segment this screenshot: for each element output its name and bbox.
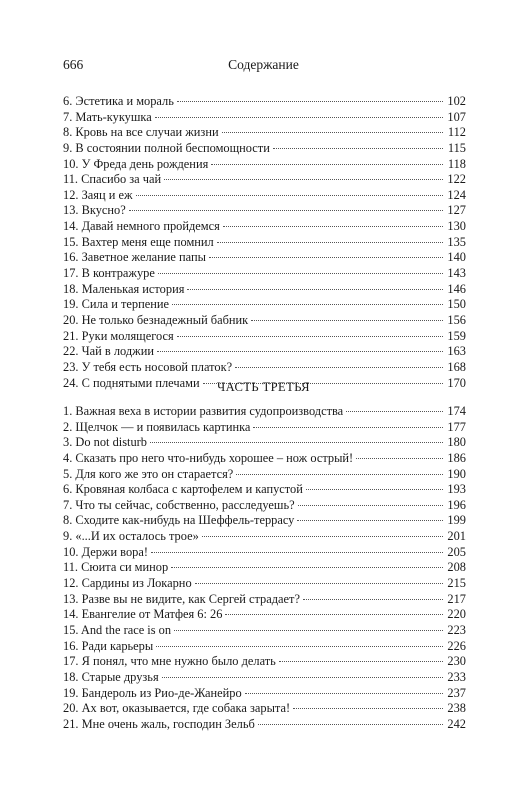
dot-leader	[217, 242, 443, 243]
toc-entry-title: 17. В контражуре	[63, 266, 155, 281]
toc-entry-page: 124	[447, 187, 466, 202]
toc-entry-title: 12. Заяц и еж	[63, 187, 133, 202]
toc-entry-page: 205	[447, 544, 466, 559]
toc-entry-page: 226	[447, 638, 466, 653]
dot-leader	[172, 304, 443, 305]
toc-entry	[63, 451, 466, 467]
dot-leader	[303, 599, 443, 600]
toc-entry-page: 230	[447, 654, 466, 669]
toc-entry-page: 170	[447, 375, 466, 390]
toc-entry-title: 15. Вахтер меня еще помнил	[63, 234, 214, 249]
toc-entry-title: 12. Сардины из Локарно	[63, 576, 192, 591]
toc-entry	[63, 435, 466, 451]
toc-entry-title: 10. Держи вора!	[63, 544, 148, 559]
toc-entry-page: 174	[447, 404, 466, 418]
toc-entry	[63, 623, 466, 639]
toc-entry	[63, 172, 466, 188]
toc-entry	[63, 250, 466, 266]
dot-leader	[202, 536, 443, 537]
toc-entry	[63, 420, 466, 436]
toc-entry	[63, 94, 466, 110]
dot-leader	[225, 614, 443, 615]
dot-leader	[177, 101, 443, 102]
toc-entry-page: 177	[447, 419, 466, 434]
toc-entry	[63, 297, 466, 313]
toc-entry-page: 237	[447, 685, 466, 700]
toc-entry-title: 11. Спасибо за чай	[63, 172, 162, 187]
toc-entry-page: 115	[447, 140, 466, 155]
toc-entry	[63, 235, 466, 251]
toc-entry-title: 6. Эстетика и мораль	[63, 94, 174, 108]
toc-entry-title: 22. Чай в лоджии	[63, 344, 154, 359]
toc-entry-title: 3. Do not disturb	[63, 435, 147, 450]
toc-entry-title: 11. Сюита си минор	[63, 560, 169, 575]
toc-entry-page: 118	[447, 156, 466, 171]
toc-entry-page: 242	[447, 716, 466, 731]
toc-entry-title: 17. Я понял, что мне нужно было делать	[63, 654, 276, 669]
toc-part-three	[63, 404, 466, 732]
dot-leader	[356, 458, 443, 459]
toc-entry-title: 7. Что ты сейчас, собственно, расследуешь?	[63, 497, 295, 512]
toc-entry-title: 5. Для кого же это он старается?	[63, 466, 234, 481]
toc-entry-page: 168	[447, 359, 466, 374]
toc-entry	[63, 529, 466, 545]
dot-leader	[251, 320, 443, 321]
toc-entry-page: 127	[447, 203, 466, 218]
toc-entry	[63, 329, 466, 345]
toc-entry-title: 2. Щелчок — и появилась картинка	[63, 419, 251, 434]
toc-entry	[63, 639, 466, 655]
toc-entry	[63, 686, 466, 702]
toc-entry	[63, 482, 466, 498]
dot-leader	[209, 257, 443, 258]
toc-entry-page: 233	[447, 669, 466, 684]
dot-leader	[177, 336, 443, 337]
toc-entry-page: 217	[447, 591, 466, 606]
toc-entry-page: 215	[447, 576, 466, 591]
toc-entry-title: 16. Заветное желание папы	[63, 250, 206, 265]
toc-entry-page: 238	[447, 701, 466, 716]
toc-entry-page: 107	[447, 109, 466, 124]
toc-entry-title: 20. Ах вот, оказывается, где собака зарыта!	[63, 701, 291, 716]
dot-leader	[298, 505, 443, 506]
toc-entry-page: 199	[447, 513, 466, 528]
toc-entry	[63, 344, 466, 360]
dot-leader	[279, 661, 443, 662]
dot-leader	[297, 520, 443, 521]
toc-entry	[63, 313, 466, 329]
dot-leader	[158, 273, 443, 274]
dot-leader	[171, 567, 443, 568]
toc-entry	[63, 360, 466, 376]
dot-leader	[346, 411, 443, 412]
toc-entry	[63, 717, 466, 733]
dot-leader	[293, 708, 443, 709]
toc-entry	[63, 157, 466, 173]
dot-leader	[211, 164, 443, 165]
toc-entry-title: 19. Сила и терпение	[63, 297, 169, 312]
toc-entry-title: 19. Бандероль из Рио-де-Жанейро	[63, 685, 242, 700]
dot-leader	[236, 474, 443, 475]
toc-entry	[63, 576, 466, 592]
toc-entry	[63, 467, 466, 483]
toc-entry-title: 4. Сказать про него что-нибудь хорошее – нож острый!	[63, 450, 354, 465]
toc-entry-title: 10. У Фреда день рождения	[63, 156, 209, 171]
toc-entry-title: 21. Мне очень жаль, господин Зельб	[63, 716, 255, 731]
toc-entry-title: 24. С поднятыми плечами	[63, 375, 200, 390]
dot-leader	[136, 195, 443, 196]
dot-leader	[258, 724, 443, 725]
toc-entry-page: 196	[447, 497, 466, 512]
toc-entry-title: 13. Разве вы не видите, как Сергей страдает?	[63, 591, 300, 606]
dot-leader	[157, 351, 443, 352]
dot-leader	[174, 630, 443, 631]
dot-leader	[164, 179, 443, 180]
toc-entry-page: 208	[447, 560, 466, 575]
toc-entry-page: 102	[447, 94, 466, 108]
toc-entry	[63, 219, 466, 235]
page-number: 666	[63, 57, 84, 72]
toc-entry	[63, 188, 466, 204]
toc-entry-title: 18. Старые друзья	[63, 669, 159, 684]
dot-leader	[253, 427, 443, 428]
toc-entry	[63, 141, 466, 157]
toc-entry-page: 223	[447, 622, 466, 637]
dot-leader	[162, 677, 443, 678]
dot-leader	[129, 210, 443, 211]
toc-entry	[63, 701, 466, 717]
toc-entry-page: 122	[447, 172, 466, 187]
toc-entry-title: 14. Давай немного пройдемся	[63, 219, 220, 234]
toc-entry-page: 193	[447, 482, 466, 497]
toc-entry-page: 143	[447, 266, 466, 281]
toc-entry-page: 146	[447, 281, 466, 296]
toc-entry	[63, 266, 466, 282]
toc-entry-title: 15. And the race is on	[63, 622, 172, 637]
toc-entry	[63, 592, 466, 608]
toc-entry	[63, 560, 466, 576]
toc-entry-page: 220	[447, 607, 466, 622]
toc-entry-page: 190	[447, 466, 466, 481]
toc-entry-title: 9. В состоянии полной беспомощности	[63, 140, 270, 155]
toc-entry-title: 8. Сходите как-нибудь на Шеффель-террасу	[63, 513, 295, 528]
toc-entry-page: 130	[447, 219, 466, 234]
toc-entry-title: 1. Важная веха в истории развития судопроизводства	[63, 404, 344, 418]
toc-entry	[63, 125, 466, 141]
toc-entry-page: 156	[447, 312, 466, 327]
toc-entry-page: 180	[447, 435, 466, 450]
toc-entry-page: 135	[447, 234, 466, 249]
toc-entry-title: 14. Евангелие от Матфея 6: 26	[63, 607, 223, 622]
dot-leader	[235, 367, 443, 368]
toc-entry	[63, 607, 466, 623]
toc-entry-page: 140	[447, 250, 466, 265]
dot-leader	[151, 552, 443, 553]
toc-entry-page: 163	[447, 344, 466, 359]
dot-leader	[273, 148, 443, 149]
toc-entry-title: 21. Руки молящегося	[63, 328, 174, 343]
dot-leader	[245, 693, 443, 694]
toc-entry-page: 112	[447, 125, 466, 140]
toc-entry	[63, 203, 466, 219]
toc-entry	[63, 282, 466, 298]
toc-entry-title: 18. Маленькая история	[63, 281, 185, 296]
toc-entry	[63, 513, 466, 529]
toc-entry	[63, 670, 466, 686]
dot-leader	[155, 117, 443, 118]
toc-section-two	[63, 94, 466, 391]
toc-entry-title: 20. Не только безнадежный бабник	[63, 312, 249, 327]
dot-leader	[306, 489, 443, 490]
toc-entry	[63, 498, 466, 514]
part-three-heading: ЧАСТЬ ТРЕТЬЯ	[217, 380, 310, 394]
toc-entry	[63, 654, 466, 670]
toc-entry-title: 23. У тебя есть носовой платок?	[63, 359, 233, 374]
toc-entry-page: 201	[447, 529, 466, 544]
dot-leader	[187, 289, 443, 290]
toc-entry-page: 159	[447, 328, 466, 343]
toc-entry-title: 16. Ради карьеры	[63, 638, 154, 653]
dot-leader	[150, 442, 443, 443]
toc-entry	[63, 404, 466, 420]
toc-entry-title: 9. «...И их осталось трое»	[63, 529, 199, 544]
toc-entry	[63, 110, 466, 126]
toc-entry-title: 8. Кровь на все случаи жизни	[63, 125, 219, 140]
toc-entry-page: 150	[447, 297, 466, 312]
running-title: Содержание	[228, 57, 299, 72]
dot-leader	[156, 646, 443, 647]
dot-leader	[222, 132, 443, 133]
toc-entry	[63, 545, 466, 561]
toc-entry-title: 6. Кровяная колбаса с картофелем и капустой	[63, 482, 303, 497]
toc-entry-title: 13. Вкусно?	[63, 203, 126, 218]
dot-leader	[195, 583, 443, 584]
dot-leader	[223, 226, 443, 227]
toc-entry-title: 7. Мать-кукушка	[63, 109, 152, 124]
toc-entry-page: 186	[447, 450, 466, 465]
